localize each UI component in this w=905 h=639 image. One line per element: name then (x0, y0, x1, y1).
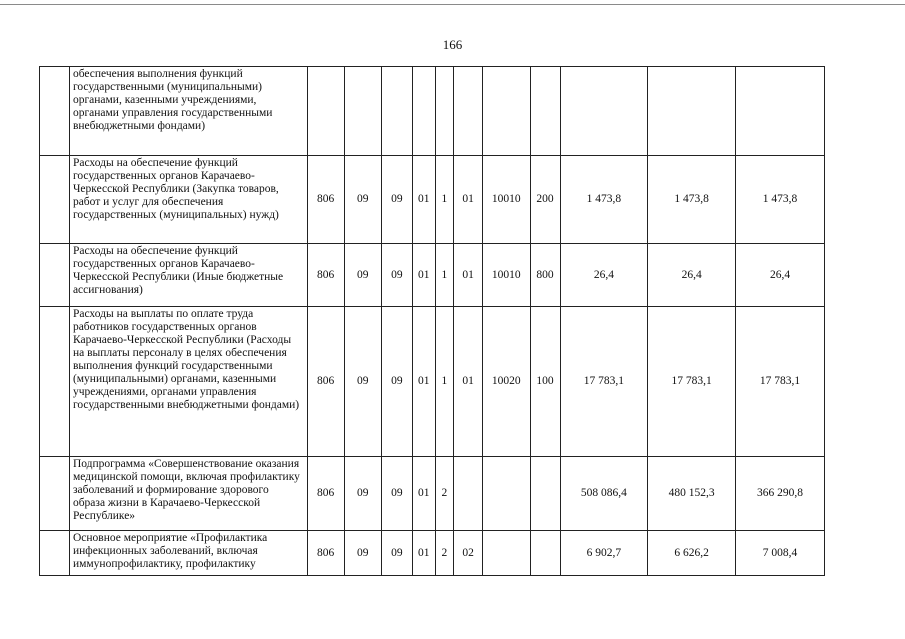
table-row (40, 531, 825, 576)
expense-type-code-cell: 800 (530, 244, 560, 307)
amount-year-3-cell (736, 67, 825, 156)
activity-code-cell (454, 67, 483, 156)
row-index-cell (40, 67, 70, 156)
admin-code-cell: 806 (307, 156, 344, 244)
amount-year-1-cell: 26,4 (560, 244, 648, 307)
program-code-cell: 01 (412, 156, 435, 244)
direction-code-cell (483, 457, 531, 531)
activity-code-cell: 01 (454, 307, 483, 457)
amount-year-2-cell: 480 152,3 (648, 457, 736, 531)
amount-year-3-cell: 1 473,8 (736, 156, 825, 244)
subprogram-code-cell: 2 (435, 457, 454, 531)
amount-year-1-cell: 508 086,4 (560, 457, 648, 531)
row-description: обеспечения выполнения функций государственными (муниципальными) органами, казенными учреждениями, органами управления государственными внебюджетными фондами) (69, 67, 307, 156)
row-index-cell (40, 244, 70, 307)
section-code-cell: 09 (344, 531, 381, 576)
admin-code-cell: 806 (307, 457, 344, 531)
table-row (40, 244, 825, 307)
amount-year-3-cell: 7 008,4 (736, 531, 825, 576)
amount-year-3-cell: 17 783,1 (736, 307, 825, 457)
subsection-code-cell: 09 (381, 531, 412, 576)
budget-table (39, 66, 825, 576)
activity-code-cell: 01 (454, 156, 483, 244)
table-row (40, 307, 825, 457)
amount-year-1-cell (560, 67, 648, 156)
program-code-cell: 01 (412, 457, 435, 531)
activity-code-cell: 01 (454, 244, 483, 307)
subsection-code-cell: 09 (381, 457, 412, 531)
row-description: Расходы на обеспечение функций государственных органов Карачаево-Черкесской Республики (Закупка товаров, работ и услуг для обеспечения государственных (муниципальных) нужд) (69, 156, 307, 244)
admin-code-cell: 806 (307, 244, 344, 307)
amount-year-2-cell: 17 783,1 (648, 307, 736, 457)
row-index-cell (40, 531, 70, 576)
subprogram-code-cell: 2 (435, 531, 454, 576)
direction-code-cell (483, 67, 531, 156)
row-index-cell (40, 307, 70, 457)
row-index-cell (40, 156, 70, 244)
table-row (40, 156, 825, 244)
subsection-code-cell: 09 (381, 156, 412, 244)
subprogram-code-cell: 1 (435, 244, 454, 307)
admin-code-cell (307, 67, 344, 156)
section-code-cell: 09 (344, 156, 381, 244)
section-code-cell (344, 67, 381, 156)
expense-type-code-cell (530, 531, 560, 576)
section-code-cell: 09 (344, 244, 381, 307)
amount-year-2-cell: 26,4 (648, 244, 736, 307)
expense-type-code-cell: 200 (530, 156, 560, 244)
expense-type-code-cell (530, 67, 560, 156)
subsection-code-cell (381, 67, 412, 156)
amount-year-3-cell: 26,4 (736, 244, 825, 307)
row-description: Расходы на выплаты по оплате труда работников государственных органов Карачаево-Черкесской Республики (Расходы на выплаты персоналу в целях обеспечения выполнения функций государственными (муниципальными) органами, казенными учреждениями, органами управления государственными внебюджетными фондами) (69, 307, 307, 457)
row-description: Подпрограмма «Совершенствование оказания медицинской помощи, включая профилактику заболеваний и формирование здорового образа жизни в Карачаево-Черкесской Республике» (69, 457, 307, 531)
subsection-code-cell: 09 (381, 244, 412, 307)
page-top-rule (0, 4, 905, 5)
subprogram-code-cell: 1 (435, 156, 454, 244)
direction-code-cell: 10010 (483, 244, 531, 307)
program-code-cell: 01 (412, 244, 435, 307)
program-code-cell (412, 67, 435, 156)
page-number: 166 (442, 37, 463, 52)
program-code-cell: 01 (412, 307, 435, 457)
activity-code-cell: 02 (454, 531, 483, 576)
section-code-cell: 09 (344, 457, 381, 531)
section-code-cell: 09 (344, 307, 381, 457)
row-description: Расходы на обеспечение функций государственных органов Карачаево-Черкесской Республики (Иные бюджетные ассигнования) (69, 244, 307, 307)
subsection-code-cell: 09 (381, 307, 412, 457)
admin-code-cell: 806 (307, 307, 344, 457)
program-code-cell: 01 (412, 531, 435, 576)
amount-year-3-cell: 366 290,8 (736, 457, 825, 531)
expense-type-code-cell (530, 457, 560, 531)
amount-year-1-cell: 17 783,1 (560, 307, 648, 457)
expense-type-code-cell: 100 (530, 307, 560, 457)
table-row (40, 457, 825, 531)
amount-year-2-cell (648, 67, 736, 156)
table-row (40, 67, 825, 156)
row-description: Основное мероприятие «Профилактика инфекционных заболеваний, включая иммунопрофилактику, профилактику (69, 531, 307, 576)
direction-code-cell (483, 531, 531, 576)
amount-year-2-cell: 6 626,2 (648, 531, 736, 576)
row-index-cell (40, 457, 70, 531)
direction-code-cell: 10020 (483, 307, 531, 457)
subprogram-code-cell (435, 67, 454, 156)
amount-year-1-cell: 1 473,8 (560, 156, 648, 244)
subprogram-code-cell: 1 (435, 307, 454, 457)
admin-code-cell: 806 (307, 531, 344, 576)
amount-year-2-cell: 1 473,8 (648, 156, 736, 244)
amount-year-1-cell: 6 902,7 (560, 531, 648, 576)
activity-code-cell (454, 457, 483, 531)
direction-code-cell: 10010 (483, 156, 531, 244)
